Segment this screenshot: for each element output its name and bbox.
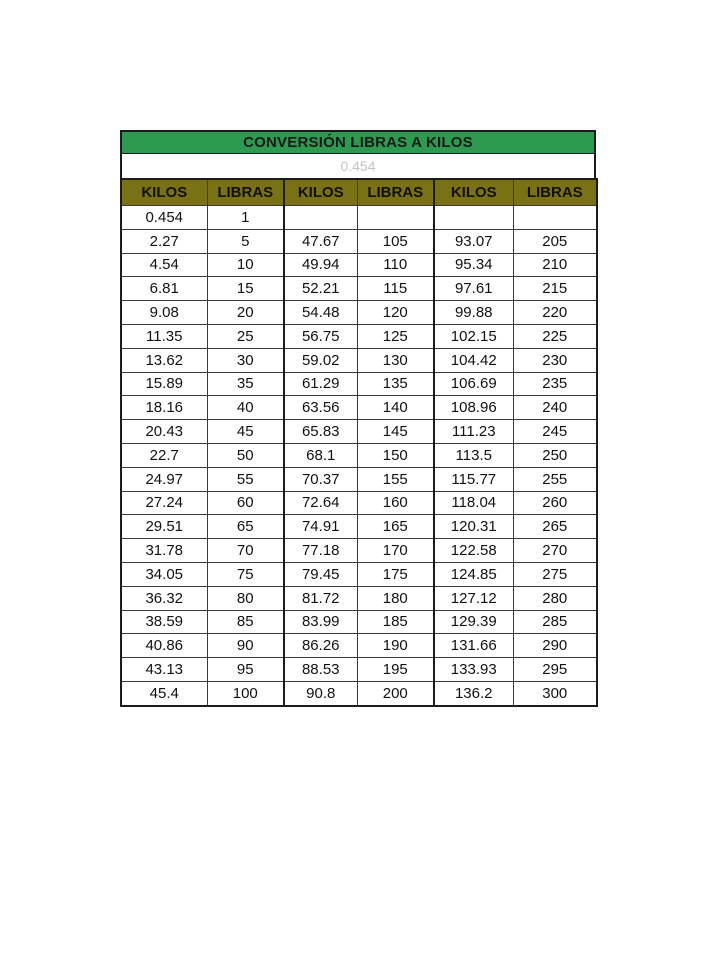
libras-cell[interactable]: 45 (207, 420, 284, 444)
libras-cell[interactable]: 105 (357, 229, 434, 253)
libras-cell[interactable]: 135 (357, 372, 434, 396)
kilos-cell[interactable]: 111.23 (434, 420, 513, 444)
kilos-cell[interactable]: 70.37 (284, 467, 357, 491)
kilos-cell[interactable]: 108.96 (434, 396, 513, 420)
kilos-cell[interactable]: 29.51 (121, 515, 207, 539)
libras-cell[interactable]: 175 (357, 562, 434, 586)
kilos-cell[interactable]: 86.26 (284, 634, 357, 658)
libras-cell[interactable]: 285 (513, 610, 597, 634)
table-row (121, 586, 597, 610)
libras-cell[interactable]: 150 (357, 443, 434, 467)
table-row (121, 206, 597, 230)
libras-cell[interactable]: 95 (207, 658, 284, 682)
kilos-cell[interactable]: 45.4 (121, 681, 207, 705)
libras-cell[interactable]: 275 (513, 562, 597, 586)
kilos-cell[interactable]: 20.43 (121, 420, 207, 444)
libras-cell[interactable]: 130 (357, 348, 434, 372)
libras-cell[interactable]: 115 (357, 277, 434, 301)
kilos-cell[interactable]: 56.75 (284, 324, 357, 348)
kilos-cell[interactable]: 136.2 (434, 681, 513, 705)
libras-cell[interactable] (357, 206, 434, 230)
kilos-cell[interactable]: 120.31 (434, 515, 513, 539)
libras-cell[interactable]: 140 (357, 396, 434, 420)
kilos-cell[interactable]: 90.8 (284, 681, 357, 705)
kilos-cell[interactable]: 124.85 (434, 562, 513, 586)
table-row (121, 443, 597, 467)
header-libras-2: LIBRAS (357, 179, 434, 206)
libras-cell[interactable]: 10 (207, 253, 284, 277)
kilos-cell[interactable]: 68.1 (284, 443, 357, 467)
libras-cell[interactable]: 290 (513, 634, 597, 658)
kilos-cell[interactable] (434, 206, 513, 230)
libras-cell[interactable]: 85 (207, 610, 284, 634)
kilos-cell[interactable]: 49.94 (284, 253, 357, 277)
kilos-cell[interactable]: 93.07 (434, 229, 513, 253)
kilos-cell[interactable]: 22.7 (121, 443, 207, 467)
kilos-cell[interactable]: 34.05 (121, 562, 207, 586)
libras-cell[interactable]: 170 (357, 539, 434, 563)
libras-cell[interactable]: 205 (513, 229, 597, 253)
kilos-cell[interactable]: 74.91 (284, 515, 357, 539)
kilos-cell[interactable]: 9.08 (121, 301, 207, 325)
libras-cell[interactable]: 200 (357, 681, 434, 705)
table-row (121, 229, 597, 253)
kilos-cell[interactable]: 127.12 (434, 586, 513, 610)
libras-cell[interactable]: 40 (207, 396, 284, 420)
kilos-cell[interactable]: 54.48 (284, 301, 357, 325)
libras-cell[interactable]: 20 (207, 301, 284, 325)
header-kilos-1: KILOS (121, 179, 207, 206)
libras-cell[interactable]: 25 (207, 324, 284, 348)
header-kilos-2: KILOS (284, 179, 357, 206)
libras-cell[interactable]: 120 (357, 301, 434, 325)
libras-cell[interactable]: 260 (513, 491, 597, 515)
kilos-cell[interactable]: 118.04 (434, 491, 513, 515)
table-row (121, 277, 597, 301)
libras-cell[interactable]: 1 (207, 206, 284, 230)
table-row (121, 539, 597, 563)
libras-cell[interactable]: 65 (207, 515, 284, 539)
table-row (121, 253, 597, 277)
table-row (121, 324, 597, 348)
kilos-cell[interactable]: 115.77 (434, 467, 513, 491)
conversion-table (120, 178, 598, 707)
libras-cell[interactable]: 145 (357, 420, 434, 444)
libras-cell[interactable]: 250 (513, 443, 597, 467)
kilos-cell[interactable]: 79.45 (284, 562, 357, 586)
libras-cell[interactable]: 80 (207, 586, 284, 610)
header-libras-1: LIBRAS (207, 179, 284, 206)
kilos-cell[interactable] (284, 206, 357, 230)
table-row (121, 372, 597, 396)
table-row (121, 348, 597, 372)
libras-cell[interactable]: 215 (513, 277, 597, 301)
kilos-cell[interactable]: 102.15 (434, 324, 513, 348)
sheet-title: CONVERSIÓN LIBRAS A KILOS (120, 130, 596, 154)
libras-cell[interactable]: 255 (513, 467, 597, 491)
kilos-cell[interactable]: 59.02 (284, 348, 357, 372)
libras-cell[interactable]: 220 (513, 301, 597, 325)
libras-cell[interactable]: 50 (207, 443, 284, 467)
kilos-cell[interactable]: 2.27 (121, 229, 207, 253)
kilos-cell[interactable]: 11.35 (121, 324, 207, 348)
kilos-cell[interactable]: 61.29 (284, 372, 357, 396)
table-row (121, 634, 597, 658)
kilos-cell[interactable]: 0.454 (121, 206, 207, 230)
header-kilos-3: KILOS (434, 179, 513, 206)
libras-cell[interactable]: 35 (207, 372, 284, 396)
libras-cell[interactable]: 165 (357, 515, 434, 539)
kilos-cell[interactable]: 15.89 (121, 372, 207, 396)
libras-cell[interactable]: 110 (357, 253, 434, 277)
kilos-cell[interactable]: 18.16 (121, 396, 207, 420)
kilos-cell[interactable]: 4.54 (121, 253, 207, 277)
kilos-cell[interactable]: 27.24 (121, 491, 207, 515)
table-row (121, 562, 597, 586)
libras-cell[interactable]: 295 (513, 658, 597, 682)
kilos-cell[interactable]: 38.59 (121, 610, 207, 634)
kilos-cell[interactable]: 13.62 (121, 348, 207, 372)
libras-cell[interactable]: 240 (513, 396, 597, 420)
kilos-cell[interactable]: 95.34 (434, 253, 513, 277)
libras-cell[interactable]: 190 (357, 634, 434, 658)
libras-cell[interactable]: 5 (207, 229, 284, 253)
libras-cell[interactable]: 230 (513, 348, 597, 372)
kilos-cell[interactable]: 77.18 (284, 539, 357, 563)
kilos-cell[interactable]: 106.69 (434, 372, 513, 396)
libras-cell[interactable] (513, 206, 597, 230)
table-row (121, 515, 597, 539)
libras-cell[interactable]: 75 (207, 562, 284, 586)
kilos-cell[interactable]: 43.13 (121, 658, 207, 682)
libras-cell[interactable]: 180 (357, 586, 434, 610)
libras-cell[interactable]: 90 (207, 634, 284, 658)
kilos-cell[interactable]: 47.67 (284, 229, 357, 253)
kilos-cell[interactable]: 63.56 (284, 396, 357, 420)
libras-cell[interactable]: 195 (357, 658, 434, 682)
kilos-cell[interactable]: 104.42 (434, 348, 513, 372)
table-body (121, 206, 597, 706)
libras-cell[interactable]: 60 (207, 491, 284, 515)
libras-cell[interactable]: 300 (513, 681, 597, 705)
libras-cell[interactable]: 185 (357, 610, 434, 634)
conversion-sheet (120, 130, 596, 707)
kilos-cell[interactable]: 122.58 (434, 539, 513, 563)
table-row (121, 681, 597, 705)
libras-cell[interactable]: 70 (207, 539, 284, 563)
table-row (121, 610, 597, 634)
libras-cell[interactable]: 160 (357, 491, 434, 515)
libras-cell[interactable]: 155 (357, 467, 434, 491)
kilos-cell[interactable]: 24.97 (121, 467, 207, 491)
libras-cell[interactable]: 265 (513, 515, 597, 539)
header-row (121, 179, 597, 206)
kilos-cell[interactable]: 131.66 (434, 634, 513, 658)
libras-cell[interactable]: 225 (513, 324, 597, 348)
kilos-cell[interactable]: 133.93 (434, 658, 513, 682)
table-row (121, 658, 597, 682)
kilos-cell[interactable]: 113.5 (434, 443, 513, 467)
table-row (121, 396, 597, 420)
conversion-factor-cell[interactable]: 0.454 (120, 154, 596, 178)
libras-cell[interactable]: 30 (207, 348, 284, 372)
libras-cell[interactable]: 100 (207, 681, 284, 705)
table-row (121, 491, 597, 515)
libras-cell[interactable]: 245 (513, 420, 597, 444)
table-row (121, 467, 597, 491)
kilos-cell[interactable]: 36.32 (121, 586, 207, 610)
table-row (121, 301, 597, 325)
kilos-cell[interactable]: 97.61 (434, 277, 513, 301)
kilos-cell[interactable]: 52.21 (284, 277, 357, 301)
header-libras-3: LIBRAS (513, 179, 597, 206)
libras-cell[interactable]: 280 (513, 586, 597, 610)
kilos-cell[interactable]: 72.64 (284, 491, 357, 515)
kilos-cell[interactable]: 129.39 (434, 610, 513, 634)
libras-cell[interactable]: 55 (207, 467, 284, 491)
kilos-cell[interactable]: 99.88 (434, 301, 513, 325)
kilos-cell[interactable]: 40.86 (121, 634, 207, 658)
libras-cell[interactable]: 125 (357, 324, 434, 348)
libras-cell[interactable]: 15 (207, 277, 284, 301)
kilos-cell[interactable]: 81.72 (284, 586, 357, 610)
kilos-cell[interactable]: 31.78 (121, 539, 207, 563)
table-row (121, 420, 597, 444)
kilos-cell[interactable]: 83.99 (284, 610, 357, 634)
kilos-cell[interactable]: 88.53 (284, 658, 357, 682)
libras-cell[interactable]: 270 (513, 539, 597, 563)
libras-cell[interactable]: 235 (513, 372, 597, 396)
kilos-cell[interactable]: 6.81 (121, 277, 207, 301)
kilos-cell[interactable]: 65.83 (284, 420, 357, 444)
libras-cell[interactable]: 210 (513, 253, 597, 277)
